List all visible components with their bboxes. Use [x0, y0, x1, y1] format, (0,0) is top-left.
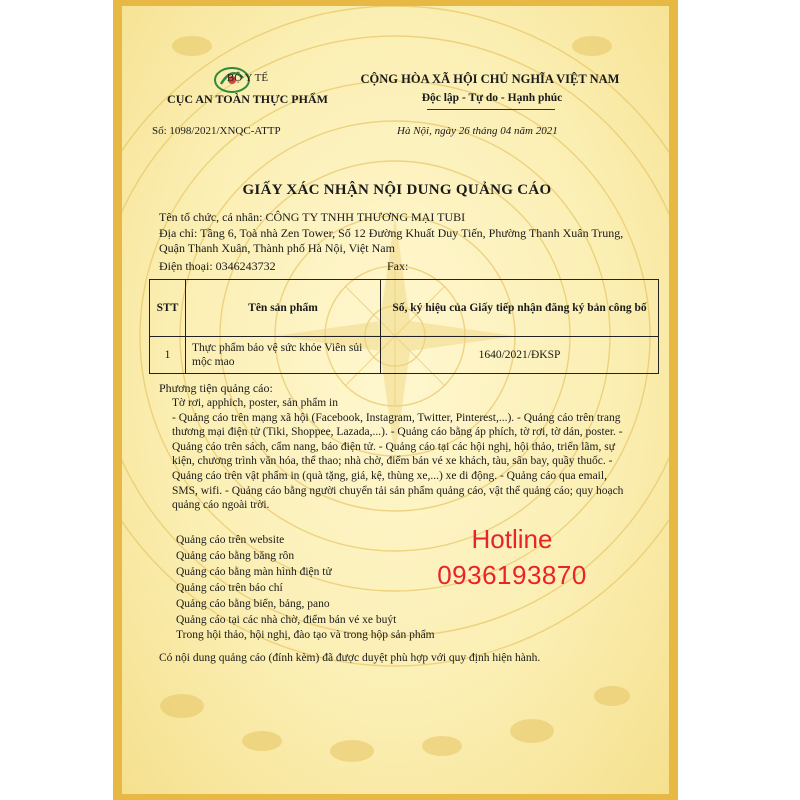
media-description [172, 396, 632, 513]
product-table [149, 279, 659, 374]
ministry-name: BỘ Y TẾ [226, 72, 269, 84]
row-stt: 1 [150, 337, 186, 374]
organization-phone: Điện thoại: 0346243732 [159, 259, 276, 273]
media-list [176, 533, 435, 644]
organization-fax: Fax: [387, 259, 409, 273]
list-item: Quảng cáo bằng băng rôn [176, 549, 295, 562]
closing-statement: Có nội dung quảng cáo (đính kèm) đã được duyệt phù hợp với quy định hiện hành. [159, 652, 541, 664]
hotline-label: Hotline [471, 524, 553, 554]
row-registration-number: 1640/2021/ĐKSP [381, 337, 659, 374]
header-registration-number: Số, ký hiệu của Giấy tiếp nhận đăng ký bản công bố [381, 280, 659, 337]
header-product-name: Tên sản phẩm [186, 280, 381, 337]
list-item: Quảng cáo trên website [176, 534, 285, 546]
national-motto: Độc lập - Tự do - Hạnh phúc [421, 92, 563, 104]
list-item: Quảng cáo tại các nhà chờ, điểm bán vé xe buýt [176, 613, 397, 626]
list-item: Quảng cáo bằng biển, bảng, pano [176, 597, 330, 610]
motto-underline [427, 109, 555, 110]
organization-address: Địa chỉ: Tầng 6, Toà nhà Zen Tower, Số 12 Đường Khuất Duy Tiến, Phường Thanh Xuân Trung, Quận Thanh Xuân, Thành phố Hà Nội, Việt Nam [159, 226, 624, 255]
certificate-frame [113, 0, 678, 800]
nation-title: CỘNG HÒA XÃ HỘI CHỦ NGHĨA VIỆT NAM [360, 72, 620, 86]
document-number: Số: 1098/2021/XNQC-ATTP [152, 125, 281, 137]
organization-name: Tên tổ chức, cá nhân: CÔNG TY TNHH THƯƠNG MẠI TUBI [159, 210, 466, 224]
certificate-content [122, 6, 669, 794]
header-stt: STT [150, 280, 186, 337]
table-row [150, 337, 659, 374]
row-product-name: Thực phẩm bảo vệ sức khỏe Viên sủi mộc mao [186, 337, 381, 374]
document-title: GIẤY XÁC NHẬN NỘI DUNG QUẢNG CÁO [242, 182, 552, 198]
agency-name: CỤC AN TOÀN THỰC PHẨM [167, 92, 328, 106]
media-label: Phương tiện quảng cáo: [159, 381, 273, 395]
place-date: Hà Nội, ngày 26 tháng 04 năm 2021 [397, 125, 558, 137]
media-paragraph-line: - Quảng cáo trên mạng xã hội (Facebook, Instagram, Twitter, Pinterest,...). - Quảng cáo trên trang thương mại điện tử (Tiki, Shoppee, Lazada,...). - Quảng cáo bằng áp phích, tờ rơi, tờ dán, poster. - Quảng cáo trên sách, cẩm nang, báo điện tử. - Quảng cáo tại các hội nghị, hội thảo, triển lãm, sự kiện, chương trình văn hóa, thể thao; nhà chờ, điểm bán vé xe khách, tàu, sân bay, quầy thuốc. - Quảng cáo trên vật phẩm in (quà tặng, giá, kệ, thùng xe,...) xe di động. - Quảng cáo qua email, SMS, wifi. - Quảng cáo bằng người chuyển tải sản phẩm quảng cáo, vật thể quảng cáo; quy hoạch quảng cáo ngoài trời. [172, 411, 624, 512]
hotline-number[interactable]: 0936193870 [437, 560, 587, 590]
certificate-sheet [122, 6, 669, 794]
list-item: Trong hội thảo, hội nghị, đào tạo và trong hộp sản phẩm [176, 629, 435, 642]
list-item: Quảng cáo bằng màn hình điện tử [176, 565, 332, 578]
list-item: Quảng cáo trên báo chí [176, 581, 283, 594]
table-header-row [150, 280, 659, 337]
media-paragraph-line: Tờ rơi, apphich, poster, sản phẩm in [172, 397, 338, 409]
hotline-overlay [412, 521, 612, 593]
